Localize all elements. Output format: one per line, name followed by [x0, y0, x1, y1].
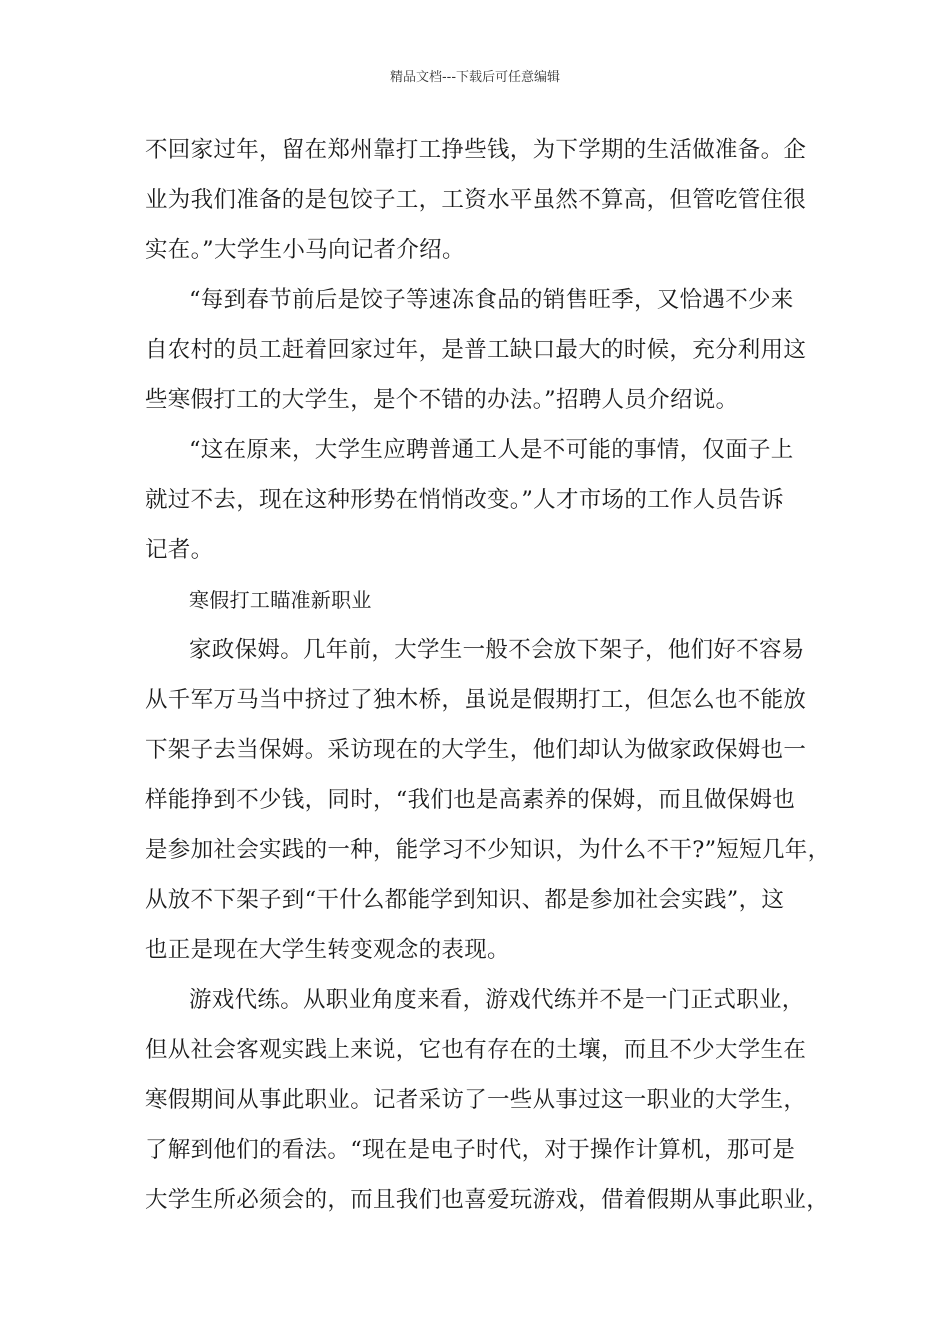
paragraph-line: 实在。”大学生小马向记者介绍。: [145, 237, 465, 263]
paragraph-line: 大学生所必须会的，而且我们也喜爱玩游戏，借着假期从事此职业，: [145, 1187, 830, 1213]
paragraph-line: 些寒假打工的大学生，是个不错的办法。”招聘人员介绍说。: [145, 387, 739, 413]
paragraph-line: 了解到他们的看法。“现在是电子时代，对于操作计算机，那可是: [145, 1137, 796, 1163]
page-header: 精品文档---下载后可任意编辑: [389, 70, 561, 85]
paragraph-line: 不回家过年，留在郑州靠打工挣些钱，为下学期的生活做准备。企: [145, 137, 807, 163]
paragraph-line: 自农村的员工赶着回家过年，是普工缺口最大的时候，充分利用这: [145, 337, 807, 363]
paragraph-line: “这在原来，大学生应聘普通工人是不可能的事情，仅面子上: [189, 437, 794, 463]
paragraph-line: 是参加社会实践的一种，能学习不少知识，为什么不干?”短短几年，: [145, 837, 831, 863]
paragraph-line: 就过不去，现在这种形势在悄悄改变。”人才市场的工作人员告诉: [145, 487, 784, 513]
paragraph-line: 从千军万马当中挤过了独木桥，虽说是假期打工，但怎么也不能放: [145, 687, 807, 713]
paragraph-line: 业为我们准备的是包饺子工，工资水平虽然不算高，但管吃管住很: [145, 187, 807, 213]
paragraph-line: 寒假期间从事此职业。记者采访了一些从事过这一职业的大学生，: [145, 1087, 807, 1113]
document-body: [145, 125, 831, 1225]
paragraph-line: 下架子去当保姆。采访现在的大学生，他们却认为做家政保姆也一: [145, 737, 807, 763]
paragraph-line: 也正是现在大学生转变观念的表现。: [145, 937, 510, 963]
paragraph-line: 家政保姆。几年前，大学生一般不会放下架子，他们好不容易: [189, 637, 805, 663]
paragraph-line: 记者。: [145, 537, 214, 563]
paragraph-line: 游戏代练。从职业角度来看，游戏代练并不是一门正式职业，: [189, 987, 805, 1013]
section-heading: 寒假打工瞄准新职业: [189, 588, 372, 612]
paragraph-line: 但从社会客观实践上来说，它也有存在的土壤，而且不少大学生在: [145, 1037, 807, 1063]
paragraph-line: 样能挣到不少钱，同时，“我们也是高素养的保姆，而且做保姆也: [145, 787, 796, 813]
paragraph-line: 从放不下架子到“干什么都能学到知识、都是参加社会实践”，这: [145, 887, 785, 913]
paragraph-line: “每到春节前后是饺子等速冻食品的销售旺季，又恰遇不少来: [189, 287, 794, 313]
